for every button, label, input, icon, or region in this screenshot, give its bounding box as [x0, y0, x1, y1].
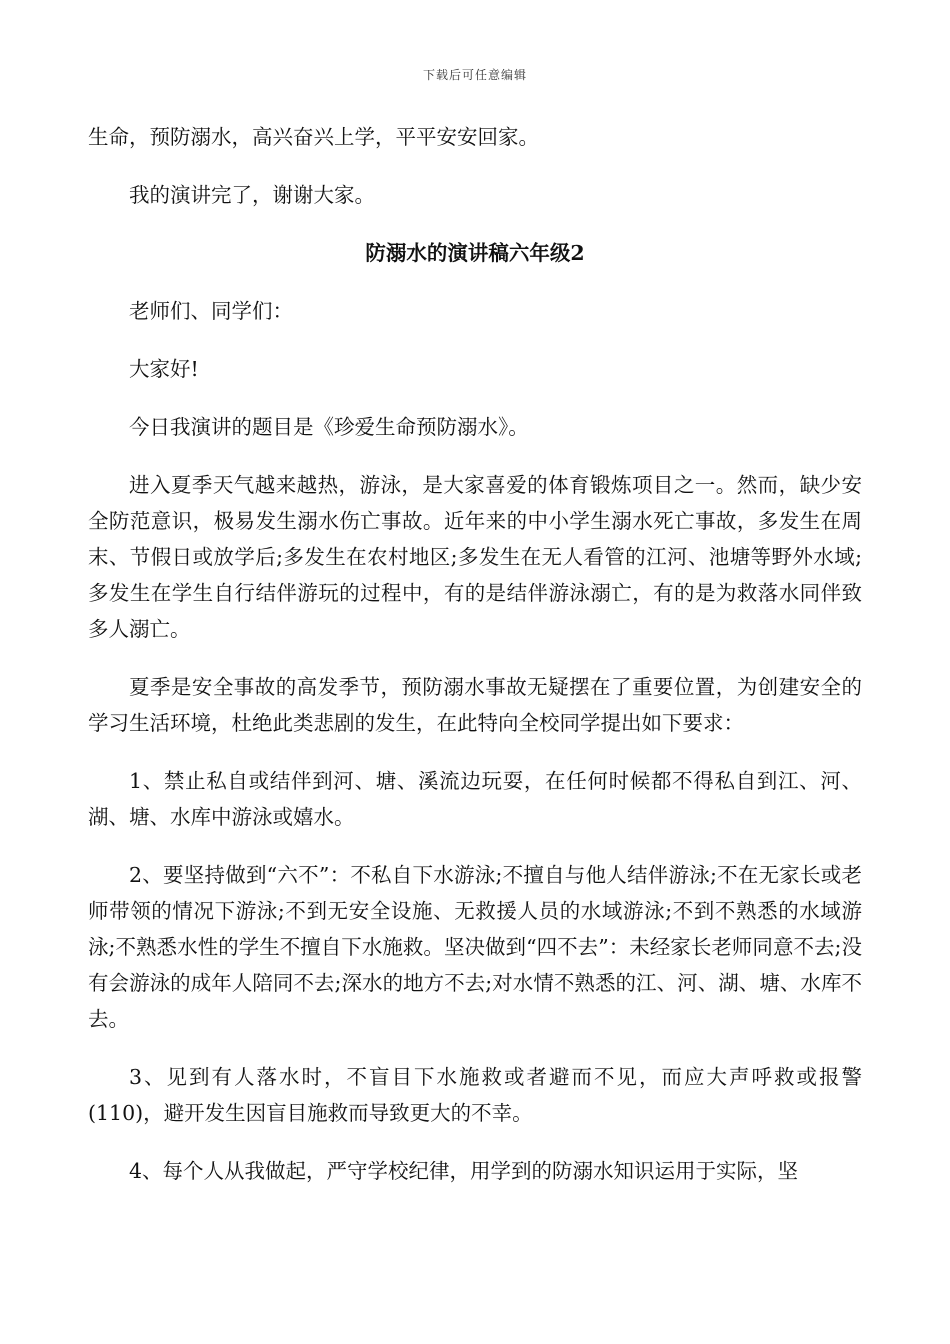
- body-paragraph-1: 进入夏季天气越来越热，游泳，是大家喜爱的体育锻炼项目之一。然而，缺少安全防范意识，极易发生溺水伤亡事故。近年来的中小学生溺水死亡事故，多发生在周末、节假日或放学后;多发生在农村地区;多发生在无人看管的江河、池塘等野外水域;多发生在学生自行结伴游玩的过程中，有的是结伴游泳溺亡，有的是为救落水同伴致多人溺亡。: [88, 473, 862, 641]
- section-title: 防溺水的演讲稿六年级2: [365, 241, 585, 265]
- body-paragraph-2: 夏季是安全事故的高发季节，预防溺水事故无疑摆在了重要位置，为创建安全的学习生活环境，杜绝此类悲剧的发生，在此特向全校同学提出如下要求：: [88, 675, 862, 735]
- rule-3: 3、见到有人落水时，不盲目下水施救或者避而不见，而应大声呼救或报警(110)，避开发生因盲目施救而导致更大的不幸。: [88, 1065, 862, 1125]
- closing-paragraph: 我的演讲完了，谢谢大家。: [129, 183, 375, 207]
- header-note: 下载后可任意编辑: [422, 68, 527, 82]
- salutation: 老师们、同学们：: [129, 299, 293, 323]
- continuation-paragraph: 生命，预防溺水，高兴奋兴上学，平平安安回家。: [88, 125, 539, 149]
- greeting: 大家好!: [129, 357, 199, 381]
- topic-paragraph: 今日我演讲的题目是《珍爱生命预防溺水》。: [129, 415, 529, 439]
- rule-2: 2、要坚持做到“六不”：不私自下水游泳;不擅自与他人结伴游泳;不在无家长或老师带领的情况下游泳;不到无安全设施、无救援人员的水域游泳;不到不熟悉的水域游泳;不熟悉水性的学生不擅自下水施救。坚决做到“四不去”：未经家长老师同意不去;没有会游泳的成年人陪同不去;深水的地方不去;对水情不熟悉的江、河、湖、塘、水库不去。: [88, 863, 862, 1031]
- rule-1: 1、禁止私自或结伴到河、塘、溪流边玩耍，在任何时候都不得私自到江、河、湖、塘、水库中游泳或嬉水。: [88, 769, 862, 829]
- document-body: [88, 119, 862, 1211]
- rule-4: 4、每个人从我做起，严守学校纪律，用学到的防溺水知识运用于实际，坚: [129, 1159, 799, 1183]
